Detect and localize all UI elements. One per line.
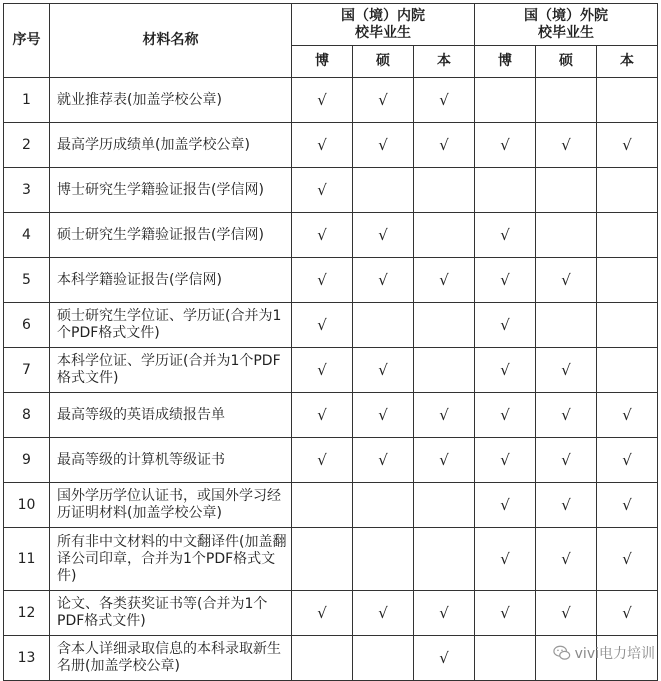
material-name: 就业推荐表(加盖学校公章)	[50, 78, 292, 123]
table-row	[4, 348, 658, 393]
empty-cell	[475, 78, 536, 123]
check-mark: √	[536, 393, 597, 438]
check-mark: √	[536, 438, 597, 483]
check-mark: √	[597, 591, 658, 636]
header-degree: 博	[292, 46, 353, 78]
row-number: 10	[4, 483, 50, 528]
row-number: 11	[4, 528, 50, 591]
check-mark: √	[475, 213, 536, 258]
table-row	[4, 528, 658, 591]
check-mark: √	[353, 438, 414, 483]
check-mark: √	[353, 258, 414, 303]
check-mark: √	[292, 168, 353, 213]
empty-cell	[353, 528, 414, 591]
empty-cell	[353, 168, 414, 213]
table-row	[4, 123, 658, 168]
check-mark: √	[353, 348, 414, 393]
header-degree: 硕	[353, 46, 414, 78]
check-mark: √	[597, 393, 658, 438]
empty-cell	[414, 303, 475, 348]
check-mark: √	[597, 483, 658, 528]
header-degree: 本	[597, 46, 658, 78]
empty-cell	[292, 636, 353, 681]
empty-cell	[414, 168, 475, 213]
empty-cell	[353, 636, 414, 681]
empty-cell	[414, 528, 475, 591]
check-mark: √	[475, 258, 536, 303]
material-name: 论文、各类获奖证书等(合并为1个PDF格式文件)	[50, 591, 292, 636]
check-mark: √	[475, 393, 536, 438]
check-mark: √	[292, 348, 353, 393]
check-mark: √	[353, 78, 414, 123]
material-name: 最高学历成绩单(加盖学校公章)	[50, 123, 292, 168]
check-mark: √	[353, 213, 414, 258]
material-name: 硕士研究生学籍验证报告(学信网)	[50, 213, 292, 258]
watermark-text: vivi电力培训	[574, 646, 655, 662]
header-degree: 本	[414, 46, 475, 78]
empty-cell	[475, 168, 536, 213]
check-mark: √	[536, 528, 597, 591]
header-degree: 博	[475, 46, 536, 78]
empty-cell	[414, 348, 475, 393]
empty-cell	[414, 213, 475, 258]
empty-cell	[536, 78, 597, 123]
check-mark: √	[292, 78, 353, 123]
row-number: 1	[4, 78, 50, 123]
empty-cell	[536, 168, 597, 213]
row-number: 2	[4, 123, 50, 168]
check-mark: √	[414, 78, 475, 123]
empty-cell	[414, 483, 475, 528]
empty-cell	[597, 303, 658, 348]
row-number: 6	[4, 303, 50, 348]
header-degree: 硕	[536, 46, 597, 78]
check-mark: √	[536, 483, 597, 528]
table-row	[4, 168, 658, 213]
table-row	[4, 213, 658, 258]
row-number: 8	[4, 393, 50, 438]
empty-cell	[597, 213, 658, 258]
empty-cell	[597, 258, 658, 303]
check-mark: √	[292, 303, 353, 348]
empty-cell	[597, 168, 658, 213]
table-row	[4, 438, 658, 483]
empty-cell	[292, 528, 353, 591]
check-mark: √	[475, 591, 536, 636]
check-mark: √	[292, 393, 353, 438]
table-row	[4, 78, 658, 123]
empty-cell	[353, 483, 414, 528]
material-name: 本科学位证、学历证(合并为1个PDF格式文件)	[50, 348, 292, 393]
row-number: 5	[4, 258, 50, 303]
check-mark: √	[536, 348, 597, 393]
material-name: 本科学籍验证报告(学信网)	[50, 258, 292, 303]
row-number: 7	[4, 348, 50, 393]
empty-cell	[353, 303, 414, 348]
empty-cell	[292, 483, 353, 528]
material-name: 国外学历学位认证书，或国外学习经历证明材料(加盖学校公章)	[50, 483, 292, 528]
row-number: 9	[4, 438, 50, 483]
check-mark: √	[292, 258, 353, 303]
check-mark: √	[475, 348, 536, 393]
header-foreign: 国（境）外院校毕业生	[475, 4, 658, 46]
material-name: 含本人详细录取信息的本科录取新生名册(加盖学校公章)	[50, 636, 292, 681]
material-name: 所有非中文材料的中文翻译件(加盖翻译公司印章，合并为1个PDF格式文件)	[50, 528, 292, 591]
check-mark: √	[292, 213, 353, 258]
check-mark: √	[292, 591, 353, 636]
empty-cell	[536, 636, 597, 681]
check-mark: √	[414, 591, 475, 636]
check-mark: √	[475, 438, 536, 483]
check-mark: √	[597, 123, 658, 168]
check-mark: √	[475, 483, 536, 528]
table-row	[4, 303, 658, 348]
check-mark: √	[414, 123, 475, 168]
check-mark: √	[414, 393, 475, 438]
row-number: 4	[4, 213, 50, 258]
empty-cell	[536, 303, 597, 348]
material-name: 最高等级的计算机等级证书	[50, 438, 292, 483]
row-number: 13	[4, 636, 50, 681]
material-name: 博士研究生学籍验证报告(学信网)	[50, 168, 292, 213]
check-mark: √	[353, 393, 414, 438]
header-domestic: 国（境）内院校毕业生	[292, 4, 475, 46]
check-mark: √	[536, 591, 597, 636]
empty-cell	[475, 636, 536, 681]
table-row	[4, 258, 658, 303]
table-row	[4, 393, 658, 438]
check-mark: √	[597, 438, 658, 483]
row-number: 3	[4, 168, 50, 213]
empty-cell	[536, 213, 597, 258]
check-mark: √	[292, 123, 353, 168]
table-row	[4, 591, 658, 636]
empty-cell	[597, 348, 658, 393]
check-mark: √	[475, 123, 536, 168]
materials-table	[3, 3, 658, 681]
check-mark: √	[353, 123, 414, 168]
empty-cell	[597, 636, 658, 681]
header-material: 材料名称	[50, 4, 292, 78]
check-mark: √	[536, 258, 597, 303]
check-mark: √	[353, 591, 414, 636]
check-mark: √	[475, 528, 536, 591]
table-row	[4, 483, 658, 528]
check-mark: √	[475, 303, 536, 348]
check-mark: √	[414, 438, 475, 483]
check-mark: √	[414, 258, 475, 303]
check-mark: √	[536, 123, 597, 168]
check-mark: √	[292, 438, 353, 483]
table-row	[4, 636, 658, 681]
material-name: 硕士研究生学位证、学历证(合并为1个PDF格式文件)	[50, 303, 292, 348]
header-seq: 序号	[4, 4, 50, 78]
check-mark: √	[597, 528, 658, 591]
check-mark: √	[414, 636, 475, 681]
empty-cell	[597, 78, 658, 123]
material-name: 最高等级的英语成绩报告单	[50, 393, 292, 438]
row-number: 12	[4, 591, 50, 636]
